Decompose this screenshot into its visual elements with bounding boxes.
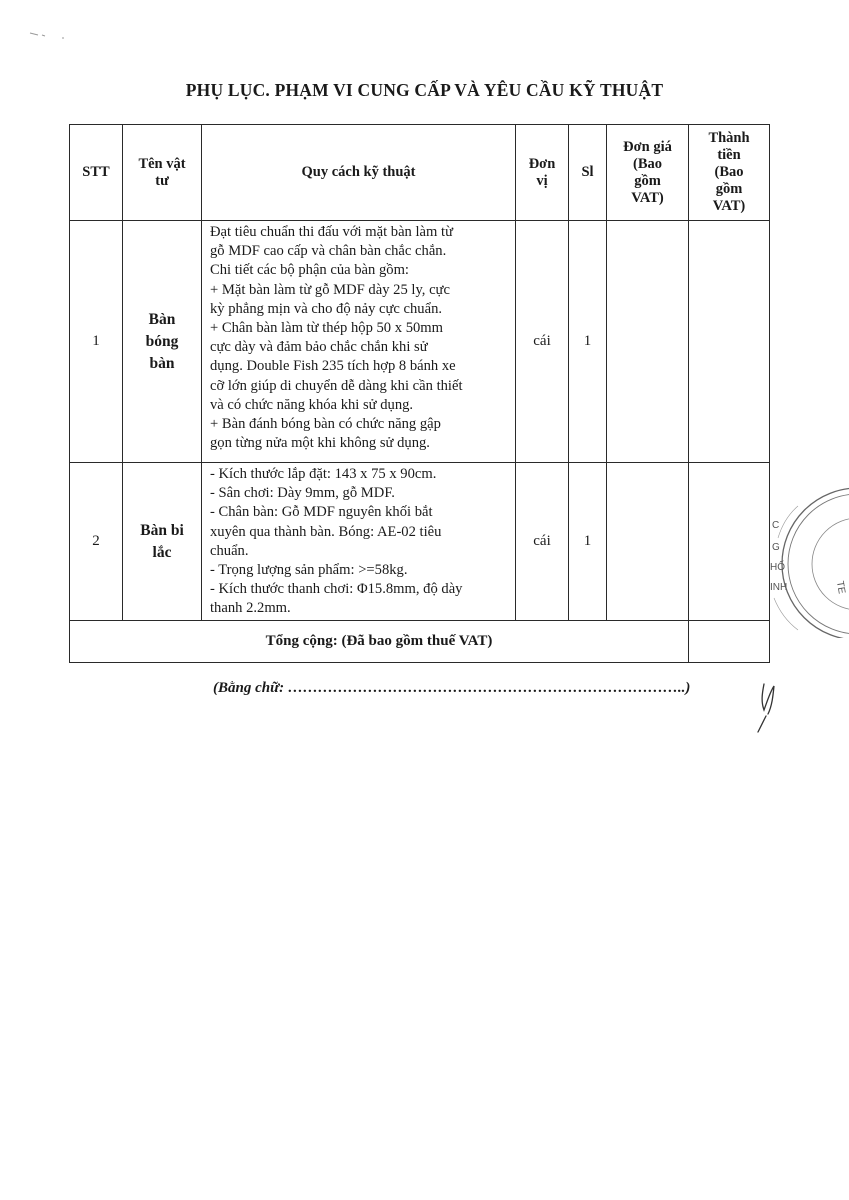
header-item-name-line: Tên vật <box>138 155 186 172</box>
spec-line: cực dày và đảm bảo chắc chắn khi sử <box>210 339 428 356</box>
header-amount <box>689 125 770 221</box>
header-quantity: Sl <box>569 125 607 221</box>
item-name-line: lắc <box>152 543 172 561</box>
spec-line: xuyên qua thành bàn. Bóng: AE-02 tiêu <box>210 523 442 540</box>
header-unit-price <box>607 125 689 221</box>
row-unit-price <box>607 463 689 621</box>
header-unit-price-line: VAT) <box>631 189 664 206</box>
row-specification <box>202 221 516 463</box>
spec-line: - Kích thước thanh chơi: Φ15.8mm, độ dày <box>210 581 463 598</box>
spec-line: kỳ phẳng mịn và cho độ nảy cực chuẩn. <box>210 300 443 317</box>
scan-artifact <box>28 28 68 40</box>
header-item-name <box>123 125 202 221</box>
table-row <box>70 221 770 463</box>
header-unit-price-line: Đơn giá <box>623 138 672 155</box>
spec-line: - Trọng lượng sản phẩm: >=58kg. <box>210 562 408 579</box>
spec-line: cỡ lớn giúp di chuyển dễ dàng khi cần thiết <box>210 377 463 394</box>
row-amount <box>689 221 770 463</box>
spec-line: dụng. Double Fish 235 tích hợp 8 bánh xe <box>210 358 456 375</box>
spec-line: + Mặt bàn làm từ gỗ MDF dày 25 ly, cực <box>210 281 450 298</box>
table-header-row <box>70 125 770 221</box>
header-unit <box>516 125 569 221</box>
item-name-line: bóng <box>145 332 179 350</box>
spec-line: - Chân bàn: Gỗ MDF nguyên khối bắt <box>210 504 433 521</box>
item-name-line: Bàn <box>148 310 176 328</box>
row-quantity: 1 <box>569 463 607 621</box>
stamp-fragment: HỐ <box>770 562 785 573</box>
item-name-line: bàn <box>149 354 175 372</box>
spec-line: gọn từng nửa một khi không sử dụng. <box>210 435 430 452</box>
header-stt: STT <box>70 125 123 221</box>
spec-line: thanh 2.2mm. <box>210 600 291 617</box>
row-specification <box>202 463 516 621</box>
spec-line: - Kích thước lắp đặt: 143 x 75 x 90cm. <box>210 466 437 482</box>
page-title: PHỤ LỤC. PHẠM VI CUNG CẤP VÀ YÊU CẦU KỸ THUẬT <box>185 80 664 100</box>
spec-line: - Sân chơi: Dày 9mm, gỗ MDF. <box>210 485 395 502</box>
row-unit-price <box>607 221 689 463</box>
header-amount-line: gồm <box>715 181 743 197</box>
header-specification: Quy cách kỹ thuật <box>202 125 516 221</box>
amount-in-words: (Bằng chữ: ……………………………………………………………………..) <box>213 680 691 696</box>
spec-line: Đạt tiêu chuẩn thi đấu với mặt bàn làm từ <box>210 224 453 240</box>
header-unit-price-line: gồm <box>634 172 661 189</box>
table-row <box>70 463 770 621</box>
stamp-fragment: INH <box>770 582 788 593</box>
spec-line: chuẩn. <box>210 542 249 559</box>
header-item-name-line: tư <box>155 172 169 189</box>
row-quantity: 1 <box>569 221 607 463</box>
header-unit-price-line: (Bao <box>633 155 662 172</box>
row-unit: cái <box>516 463 569 621</box>
header-amount-line: VAT) <box>712 198 746 214</box>
initial-signature <box>752 680 792 736</box>
header-amount-line: tiền <box>717 147 741 163</box>
header-unit-line: vị <box>536 172 548 189</box>
row-item-name <box>123 463 202 621</box>
row-unit: cái <box>516 221 569 463</box>
spec-line: Chi tiết các bộ phận của bàn gồm: <box>210 262 409 279</box>
total-label: Tổng cộng: (Đã bao gồm thuế VAT) <box>70 621 689 663</box>
header-amount-line: Thành <box>708 130 750 146</box>
row-item-name <box>123 221 202 463</box>
spec-line: + Chân bàn làm từ thép hộp 50 x 50mm <box>210 320 443 337</box>
row-stt: 2 <box>70 463 123 621</box>
header-amount-line: (Bao <box>714 164 744 180</box>
seal-stamp <box>738 478 849 638</box>
spec-line: + Bàn đánh bóng bàn có chức năng gập <box>210 416 441 433</box>
stamp-fragment: G <box>772 542 780 553</box>
item-name-line: Bàn bi <box>140 521 184 539</box>
header-unit-line: Đơn <box>528 155 556 172</box>
total-row <box>70 621 770 663</box>
stamp-fragment: C <box>772 520 780 531</box>
spec-line: gỗ MDF cao cấp và chân bàn chắc chắn. <box>210 243 447 260</box>
row-stt: 1 <box>70 221 123 463</box>
spec-table <box>69 124 770 663</box>
stamp-fragment: TE <box>833 580 847 595</box>
spec-line: và có chức năng khóa khi sử dụng. <box>210 396 414 413</box>
